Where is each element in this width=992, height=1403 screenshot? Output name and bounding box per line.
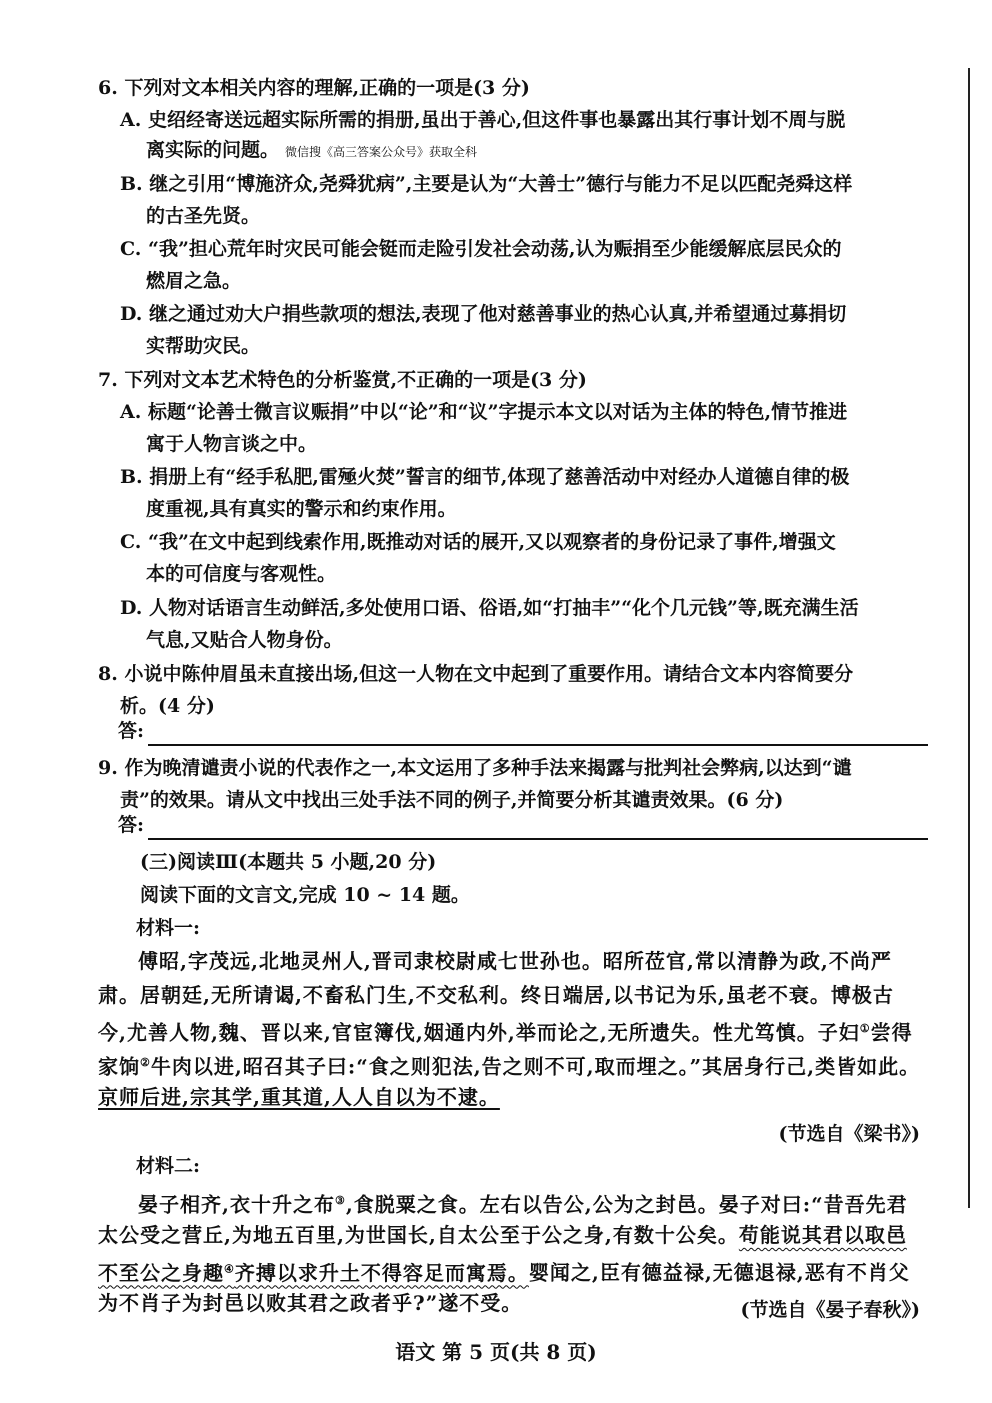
material-2-title: 材料二: — [136, 1155, 201, 1177]
text: 齐搏以求升土不得容足而寓焉。 — [234, 1260, 529, 1285]
wavy-underlined-text — [98, 1261, 529, 1285]
wavy-underlined-text: 苟能说其君以取邑 — [738, 1223, 907, 1247]
footnote-mark: ③ — [334, 1194, 346, 1207]
text: 不至公之身趣 — [98, 1260, 224, 1285]
material-1-source: (节选自《梁书》) — [778, 1123, 920, 1145]
text: 太公受之营丘,为地五百里,为世国长,自太公至于公之身,有数十公矣。 — [98, 1223, 739, 1247]
material-1-line-4 — [98, 1046, 938, 1084]
question-6-stem: 6. 下列对文本相关内容的理解,正确的一项是(3 分) — [98, 77, 530, 99]
text: 晏子相齐,衣十升之布 — [138, 1192, 335, 1217]
footnote-mark: ④ — [224, 1262, 235, 1275]
question-8-stem-cont: 析。(4 分) — [120, 695, 215, 717]
answer-label: 答: — [118, 814, 145, 836]
section-heading: (三)阅读Ⅲ(本题共 5 小题,20 分) — [140, 851, 437, 873]
material-1-line-5 — [98, 1080, 938, 1114]
underlined-sentence: 京师后进,宗其学,重其道,人人自以为不逮。 — [98, 1085, 500, 1109]
question-8-answer[interactable] — [118, 716, 928, 746]
text: 婴闻之,臣有德益禄,无德退禄,恶有不肖父 — [528, 1260, 910, 1285]
material-2-line-1 — [138, 1184, 978, 1222]
text: 尝得 — [870, 1020, 913, 1045]
text: 牛肉以进,昭召其子曰:“食之则犯法,告之则不可,取而埋之。”其居身行己,类皆如此。 — [150, 1054, 921, 1079]
text: 今,尤善人物,魏、晋以来,官宦簿伐,姻通内外,举而论之,无所遗失。性尤笃慎。子妇 — [98, 1020, 860, 1045]
question-6-option-b: B. 继之引用“博施济众,尧舜犹病”,主要是认为“大善士”德行与能力不足以匹配尧舜这样 — [120, 173, 853, 195]
question-9-stem: 9. 作为晚清谴责小说的代表作之一,本文运用了多种手法来揭露与批判社会弊病,以达到“谴 — [98, 757, 852, 779]
question-7-option-b-cont: 度重视,具有真实的警示和约束作用。 — [146, 498, 457, 520]
option-text: 离实际的问题。 — [146, 139, 280, 161]
question-7-option-c: C. “我”在文中起到线索作用,既推动对话的展开,又以观察者的身份记录了事件,增强文 — [120, 531, 836, 553]
question-9-stem-cont: 责”的效果。请从文中找出三处手法不同的例子,并简要分析其谴责效果。(6 分) — [120, 789, 784, 811]
answer-label: 答: — [118, 720, 145, 742]
text: 家饷 — [98, 1054, 140, 1079]
material-2-line-2 — [98, 1218, 938, 1252]
question-6-option-a-cont — [146, 134, 936, 169]
material-2-line-4: 为不肖子为封邑以败其君之政者乎?”遂不受。 — [98, 1291, 523, 1315]
material-1-line-3 — [98, 1012, 938, 1050]
question-6-option-d: D. 继之通过劝大户捐些款项的想法,表现了他对慈善事业的热心认真,并希望通过募捐切 — [120, 303, 847, 325]
question-7-option-a-cont: 寓于人物言谈之中。 — [146, 433, 318, 455]
question-7-option-d: D. 人物对话语言生动鲜活,多处使用口语、俗语,如“打抽丰”“化个几元钱”等,既充满生活 — [120, 597, 859, 619]
question-6-option-b-cont: 的古圣先贤。 — [146, 205, 261, 227]
material-2-source: (节选自《晏子春秋》) — [740, 1299, 920, 1321]
question-7-stem: 7. 下列对文本艺术特色的分析鉴赏,不正确的一项是(3 分) — [98, 369, 587, 391]
question-6-option-c-cont: 燃眉之急。 — [146, 270, 242, 292]
answer-line[interactable] — [148, 816, 928, 840]
question-6-option-a: A. 史绍经寄送远超实际所需的捐册,虽出于善心,但这件事也暴露出其行事计划不周与脱 — [120, 109, 846, 131]
material-1-line-1: 傅昭,字茂远,北地灵州人,晋司隶校尉咸七世孙也。昭所莅官,常以清静为政,不尚严 — [138, 949, 892, 973]
material-1-line-2: 肃。居朝廷,无所请谒,不畜私门生,不交私利。终日端居,以书记为乐,虽老不衰。博极古 — [98, 983, 894, 1007]
question-6-option-d-cont: 实帮助灾民。 — [146, 335, 261, 357]
page-footer: 语文 第 5 页(共 8 页) — [395, 1340, 597, 1364]
question-9-answer[interactable] — [118, 810, 928, 840]
question-8-stem: 8. 小说中陈仲眉虽未直接出场,但这一人物在文中起到了重要作用。请结合文本内容简要分 — [98, 663, 854, 685]
footnote-mark: ① — [859, 1022, 871, 1035]
answer-line[interactable] — [148, 722, 928, 746]
section-instruction: 阅读下面的文言文,完成 10 ~ 14 题。 — [140, 884, 470, 906]
right-margin-rule — [968, 68, 970, 1208]
footnote-mark: ② — [140, 1056, 151, 1069]
question-7-option-c-cont: 本的可信度与客观性。 — [146, 563, 337, 585]
question-7-option-b: B. 捐册上有“经手私肥,雷殛火焚”誓言的细节,体现了慈善活动中对经办人道德自律的极 — [120, 466, 850, 488]
question-6-option-c: C. “我”担心荒年时灾民可能会铤而走险引发社会动荡,认为赈捐至少能缓解底层民众的 — [120, 238, 842, 260]
text: ,食脱粟之食。左右以告公,公为之封邑。晏子对曰:“昔吾先君 — [345, 1192, 908, 1217]
question-7-option-d-cont: 气息,又贴合人物身份。 — [146, 629, 343, 651]
watermark-note: 微信搜《高三答案公众号》获取全科 — [285, 145, 478, 159]
question-7-option-a: A. 标题“论善士微言议赈捐”中以“论”和“议”字提示本文以对话为主体的特色,情节推进 — [120, 401, 848, 423]
material-2-line-3 — [98, 1252, 938, 1290]
material-1-title: 材料一: — [136, 917, 201, 939]
